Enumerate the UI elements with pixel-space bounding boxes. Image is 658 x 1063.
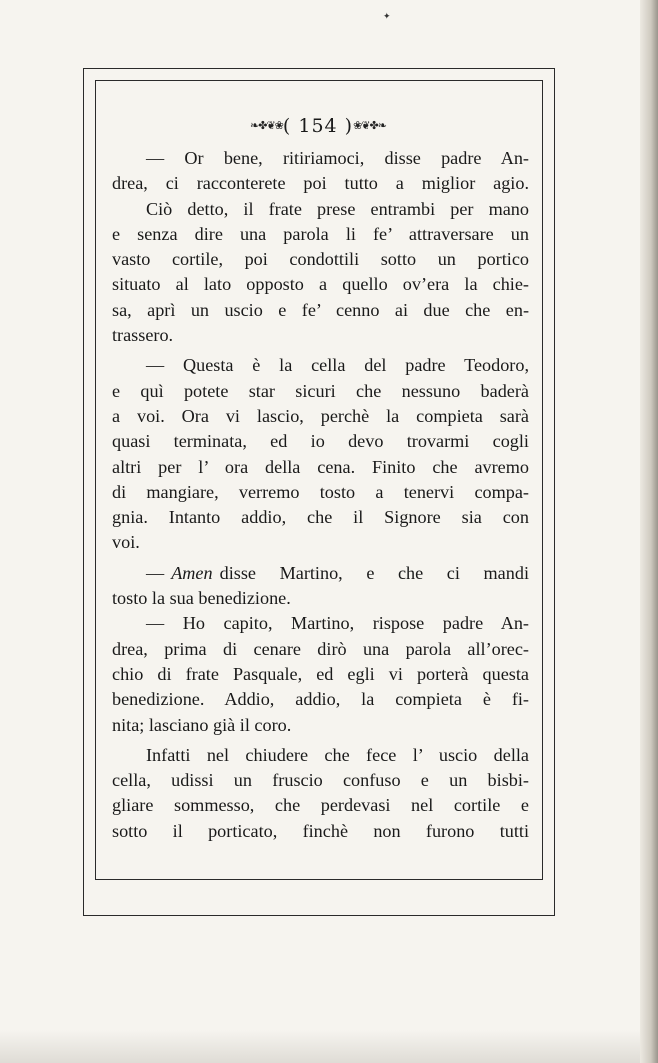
page-bottom-shadow bbox=[0, 1030, 640, 1063]
text-line: nita; lasciano già il coro. bbox=[112, 714, 292, 735]
amen-line bbox=[112, 561, 529, 586]
page-edge bbox=[640, 0, 658, 1063]
text-line: gliare sommesso, che perdevasi nel cortile e bbox=[112, 795, 529, 816]
header-close: ) bbox=[337, 115, 354, 137]
text-line: situato al lato opposto a quello ov’era la chie- bbox=[112, 274, 529, 295]
text-line: benedizione. Addio, addio, la compieta è fi- bbox=[112, 689, 529, 710]
text-line: trassero. bbox=[112, 325, 174, 346]
text-line: sotto il porticato, finchè non furono tutti bbox=[112, 820, 529, 841]
text-line: — Ho capito, Martino, rispose padre An- bbox=[146, 613, 529, 634]
header-open: ( bbox=[282, 115, 299, 137]
body-text bbox=[112, 146, 529, 844]
text-line: disse Martino, e che ci mandi bbox=[219, 562, 529, 583]
text-line: — Questa è la cella del padre Teodoro, bbox=[146, 355, 529, 376]
text-line: a voi. Ora vi lascio, perchè la compieta sarà bbox=[112, 405, 529, 426]
text-line: chio di frate Pasquale, ed egli vi porterà questa bbox=[112, 663, 529, 684]
text-line: — Or bene, ritiriamoci, disse padre An- bbox=[146, 148, 529, 168]
text-line: di mangiare, verremo tosto a tenervi compa- bbox=[112, 481, 529, 502]
text-line: voi. bbox=[112, 532, 140, 553]
text-line: tosto la sua benedizione. bbox=[112, 588, 291, 609]
ink-speck: ✦ bbox=[383, 12, 391, 22]
text-line: drea, prima di cenare dirò una parola all’orec- bbox=[112, 638, 529, 659]
amen-word: Amen bbox=[171, 562, 213, 583]
page-header bbox=[95, 114, 541, 138]
text-line: Ciò detto, il frate prese entrambi per mano bbox=[146, 198, 529, 219]
text-line: Infatti nel chiudere che fece l’ uscio della bbox=[146, 744, 529, 765]
text-line: vasto cortile, poi condottili sotto un portico bbox=[112, 249, 529, 270]
text-line: quasi terminata, ed io devo trovarmi cogli bbox=[112, 431, 529, 452]
text-line: sa, aprì un uscio e fe’ cenno ai due che en- bbox=[112, 299, 529, 320]
text-line: cella, udissi un fruscio confuso e un bisbi- bbox=[112, 770, 529, 791]
text-line: e senza dire una parola li fe’ attraversare un bbox=[112, 223, 529, 244]
page-number: 154 bbox=[298, 115, 338, 137]
text-line: drea, ci racconterete poi tutto a miglior agio. bbox=[112, 173, 529, 194]
right-ornament-icon: ❀❦✤❧ bbox=[353, 119, 386, 132]
text-line: gnia. Intanto addio, che il Signore sia con bbox=[112, 507, 529, 528]
left-ornament-icon: ❧✤❦❀ bbox=[250, 119, 283, 132]
amen-dash: — bbox=[146, 562, 165, 583]
text-line: e quì potete star sicuri che nessuno baderà bbox=[112, 380, 529, 401]
text-line: altri per l’ ora della cena. Finito che avremo bbox=[112, 456, 529, 477]
